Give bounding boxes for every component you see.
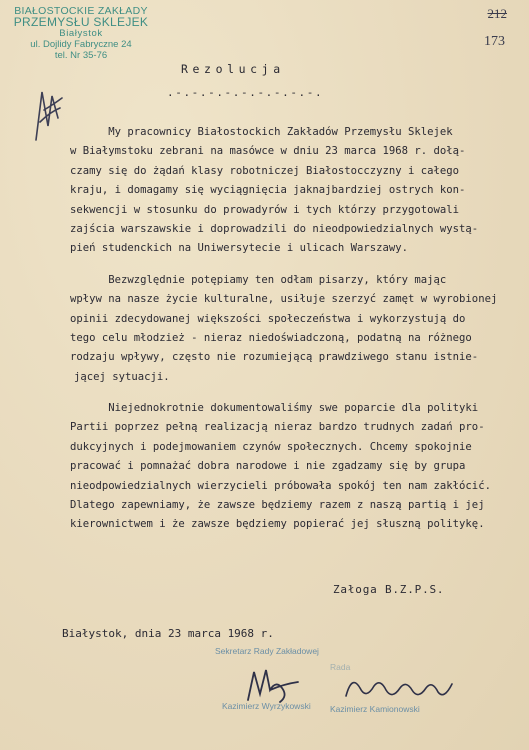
text-line: kierownictwem i że zawsze będziemy popierać jej słuszną politykę. — [70, 518, 485, 531]
document-title: Rezolucja — [181, 62, 285, 76]
signature-name-right: Kazimierz Kamionowski — [330, 704, 420, 714]
signature-role-left: Sekretarz Rady Zakładowej — [215, 646, 319, 656]
handwritten-signature-left — [240, 660, 310, 710]
crossed-page-number: 212 — [487, 6, 507, 21]
company-stamp — [6, 6, 156, 61]
text-line: opinii zdecydowanej większości społeczeństwa i wykorzystują do — [70, 312, 466, 325]
signature-name-left: Kazimierz Wyrzykowski — [222, 701, 311, 711]
text-line: jącej sytuacji. — [74, 370, 170, 383]
text-line: kraju, i domagamy się wyciągnięcia jaknajbardziej ostrych kon- — [70, 184, 466, 197]
text-line: nieodpowiedzialnych wierzycieli próbowała spokój ten nam zakłócić. — [70, 479, 491, 492]
title-underline: .-.-.-.-.-.-.-.-.-. — [167, 86, 324, 99]
text-line: sekwencji w stosunku do prowadyrów i tych którzy przygotowali — [70, 203, 460, 216]
text-line: Niejednokrotnie dokumentowaliśmy swe poparcie dla polityki — [70, 402, 479, 415]
text-line: Dlatego zapewniamy, że zawsze będziemy razem z naszą partią i jej — [70, 499, 485, 512]
paragraph — [70, 399, 510, 535]
stamp-line: BIAŁOSTOCKIE ZAKŁADY — [14, 5, 148, 17]
page-number: 173 — [484, 34, 505, 49]
handwritten-signature-right — [340, 670, 460, 710]
text-line: w Białymstoku zebrani na masówce w dniu 23 marca 1968 r. dołą- — [70, 145, 466, 158]
text-line: tego celu młodzież - nieraz niedoświadczoną, podatną na różnego — [70, 331, 472, 344]
stamp-line: tel. Nr 35-76 — [54, 50, 108, 61]
text-line: pracować i pomnażać dobra narodowe i nie zgadzamy się by grupa — [70, 460, 466, 473]
paragraph — [70, 271, 510, 387]
handwritten-annotation — [32, 82, 66, 144]
paragraph — [70, 123, 510, 259]
text-line: My pracownicy Białostockich Zakładów Przemysłu Sklejek — [70, 126, 453, 138]
stamp-line: ul. Dojlidy Fabryczne 24 — [30, 39, 132, 50]
text-line: zajścia warszawskie i doprowadzili do nieodpowiedzialnych wystą- — [70, 222, 479, 235]
text-line: Bezwzględnie potępiamy ten odłam pisarzy, który mając — [70, 273, 447, 286]
text-line: pień studenckich na Uniwersytecie i ulicach Warszawy. — [70, 242, 409, 255]
stamp-line: Białystok — [59, 28, 103, 39]
date-line: Białystok, dnia 23 marca 1968 r. — [62, 627, 274, 640]
text-line: Partii poprzez pełną realizacją nieraz bardzo trudnych zadań pro- — [70, 421, 485, 434]
signed-by: Załoga B.Z.P.S. — [333, 583, 445, 596]
signature-role-right: Rada — [330, 662, 351, 672]
document-body — [70, 123, 510, 535]
text-line: wpływ na nasze życie kulturalne, usiłuje szerzyć zamęt w wyrobionej — [70, 293, 498, 306]
text-line: dukcyjnych i podejmowaniem czynów społecznych. Chcemy spokojnie — [70, 440, 472, 453]
text-line: czamy się do żądań klasy robotniczej Białostocczyzny i całego — [70, 164, 460, 177]
text-line: rodzaju wpływy, często nie rozumiejącą prawdziwego stanu istnie- — [70, 351, 479, 364]
stamp-line: PRZEMYSŁU SKLEJEK — [13, 15, 149, 29]
